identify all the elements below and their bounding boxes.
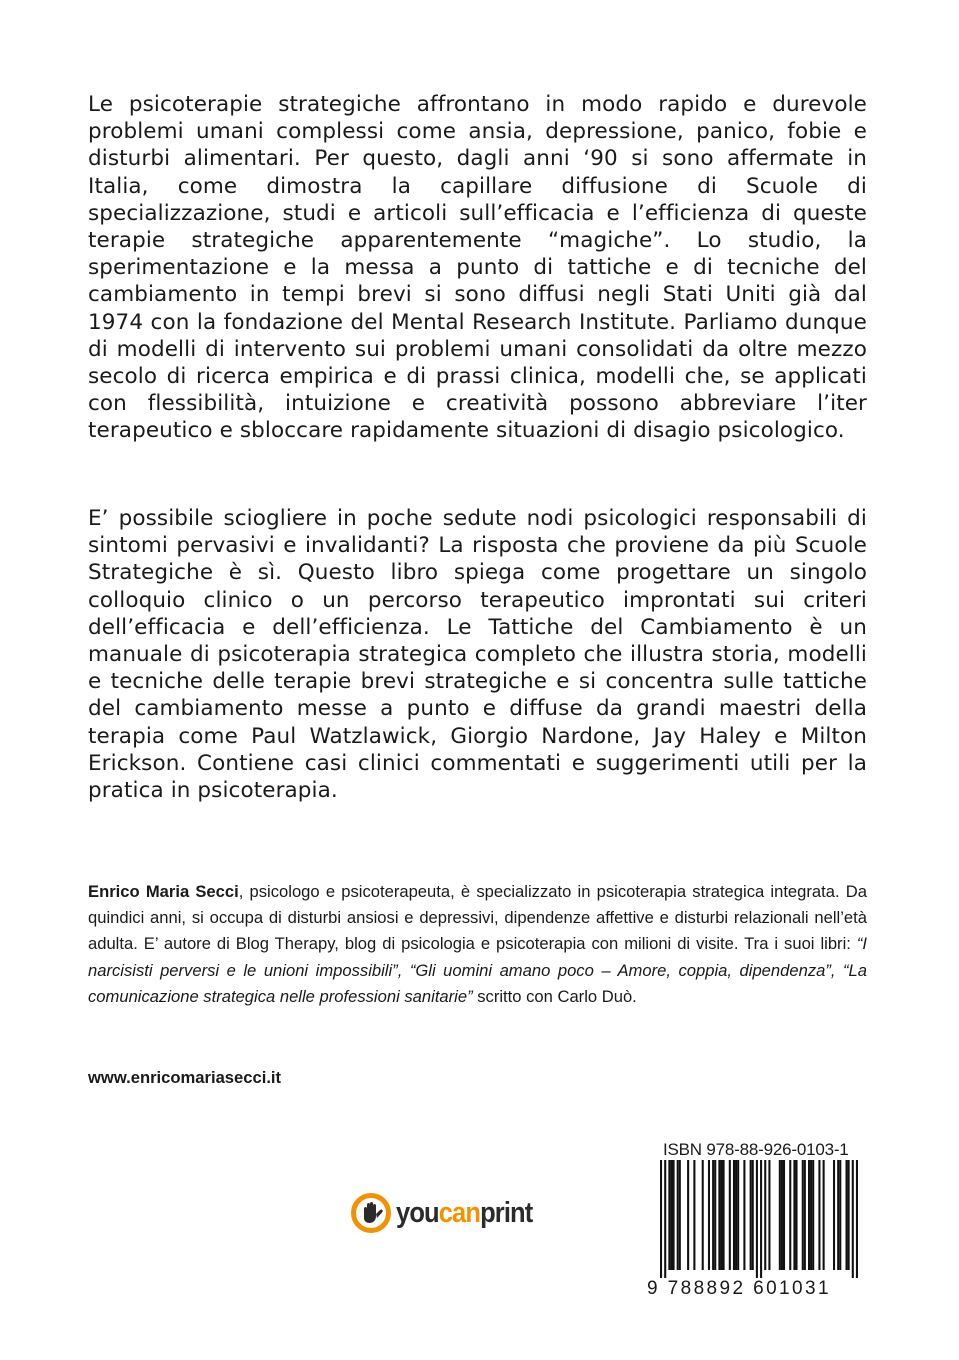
barcode-bar bbox=[756, 1160, 758, 1278]
barcode-bar bbox=[852, 1160, 854, 1278]
wordmark-you: you bbox=[396, 1196, 439, 1229]
wordmark-can: can bbox=[438, 1196, 481, 1229]
barcode-bar bbox=[752, 1160, 754, 1270]
hand-ring-icon bbox=[350, 1192, 392, 1234]
barcode-bar bbox=[812, 1160, 814, 1270]
website-link[interactable]: www.enricomariasecci.it bbox=[88, 1068, 282, 1087]
barcode-bar bbox=[673, 1160, 675, 1270]
barcode-bar bbox=[768, 1160, 770, 1270]
isbn-label: ISBN 978-88-926-0103-1 bbox=[663, 1140, 849, 1159]
barcode-bar bbox=[839, 1160, 841, 1270]
barcode-bar bbox=[720, 1160, 722, 1270]
barcode-bar bbox=[845, 1160, 847, 1270]
wordmark-print: print bbox=[480, 1196, 533, 1229]
barcode-bar bbox=[664, 1160, 666, 1278]
barcode-bar bbox=[810, 1160, 812, 1270]
barcode-bar bbox=[723, 1160, 725, 1270]
barcode-bar bbox=[712, 1160, 714, 1270]
barcode-bar bbox=[789, 1160, 791, 1270]
barcode-bar bbox=[733, 1160, 735, 1270]
publisher-logo bbox=[350, 1192, 551, 1234]
barcode-bar bbox=[802, 1160, 804, 1270]
barcode-bar bbox=[764, 1160, 766, 1270]
barcode-bar bbox=[795, 1160, 797, 1270]
barcode-bar bbox=[668, 1160, 670, 1270]
barcode-bar bbox=[714, 1160, 716, 1270]
barcode-bar bbox=[783, 1160, 785, 1270]
barcode-icon bbox=[660, 1160, 858, 1278]
barcode-bar bbox=[729, 1160, 731, 1270]
barcode-bar bbox=[781, 1160, 783, 1270]
publisher-wordmark bbox=[396, 1197, 532, 1230]
author-name: Enrico Maria Secci bbox=[88, 882, 239, 901]
barcode-bar bbox=[670, 1160, 672, 1270]
blurb-paragraph-2: E’ possibile sciogliere in poche sedute nodi psicologici responsabili di sintomi pervasivi e invalidanti? La risposta che proviene da più Scuole Strategiche è sì. Questo libro spiega come progettare un singolo colloquio clinico o un percorso terapeutico improntati sui criteri dell’efficacia e dell’efficienza. Le Tattiche del Cambiamento è un manuale di psicoterapia strategica completo che illustra storia, modelli e tecniche delle terapie brevi strategiche e si concentra sulle tattiche del cambiamento messe a punto e diffuse da grandi maestri della terapia come Paul Watzlawick, Giorgio Nardone, Jay Haley e Milton Erickson. Contiene casi clinici commentati e suggerimenti utili per la pratica in psicoterapia. bbox=[88, 506, 867, 804]
barcode-bar bbox=[833, 1160, 835, 1270]
barcode-bar bbox=[693, 1160, 695, 1270]
barcode-bar bbox=[823, 1160, 825, 1270]
barcode-bar bbox=[848, 1160, 850, 1270]
bio-book-titles: “I narcisisti perversi e le unioni impossibili”, “Gli uomini amano poco – Amore, coppia, dipendenza”, “La comunicazione strategica nelle professioni sanitarie” bbox=[88, 934, 867, 1006]
barcode-bar bbox=[677, 1160, 679, 1270]
barcode-bar bbox=[818, 1160, 820, 1270]
barcode-bar bbox=[793, 1160, 795, 1270]
barcode-bar bbox=[750, 1160, 752, 1270]
barcode-bar bbox=[660, 1160, 662, 1278]
barcode-bar bbox=[856, 1160, 858, 1278]
barcode-bar bbox=[779, 1160, 781, 1270]
bio-text-2: scritto con Carlo Duò. bbox=[472, 986, 637, 1006]
barcode-bar bbox=[679, 1160, 681, 1270]
bio-text-1: , psicologo e psicoterapeuta, è specializzato in psicoterapia strategica integrata. Da quindici anni, si occupa di disturbi ansiosi e depressivi, dipendenze affettive e disturbi relazionali nell’età adulta. E’ autore di Blog Therapy, blog di psicologia e psicoterapia con milioni di visite. Tra i suoi libri: bbox=[88, 882, 867, 954]
barcode-bar bbox=[708, 1160, 710, 1270]
barcode-bar bbox=[702, 1160, 704, 1270]
barcode-bar bbox=[737, 1160, 739, 1270]
barcode-bar bbox=[718, 1160, 720, 1270]
barcode-bar bbox=[804, 1160, 806, 1270]
barcode-bar bbox=[808, 1160, 810, 1270]
barcode-bar bbox=[735, 1160, 737, 1270]
barcode-bar bbox=[760, 1160, 762, 1278]
barcode-bar bbox=[687, 1160, 689, 1270]
blurb-paragraph-1: Le psicoterapie strategiche affrontano in modo rapido e durevole problemi umani complessi come ansia, depressione, panico, fobie e disturbi alimentari. Per questo, dagli anni ‘90 si sono affermate in Italia, come dimostra la capillare diffusione di Scuole di specializzazione, studi e articoli sull’efficacia e l’efficienza di queste terapie strategiche apparentemente “magiche”. Lo studio, la sperimentazione e la messa a punto di tattiche e di tecniche del cambiamento in tempi brevi si sono diffusi negli Stati Uniti già dal 1974 con la fondazione del Mental Research Institute. Parliamo dunque di modelli di intervento sui problemi umani consolidati da oltre mezzo secolo di ricerca empirica e di prassi clinica, modelli che, se applicati con flessibilità, intuizione e creatività possono abbreviare l’iter terapeutico e sbloccare rapidamente situazioni di disagio psicologico. bbox=[88, 92, 867, 444]
author-bio bbox=[88, 879, 867, 1010]
barcode-bar bbox=[743, 1160, 745, 1270]
barcode-digits: 9 788892 601031 bbox=[647, 1278, 831, 1299]
barcode-bar bbox=[837, 1160, 839, 1270]
